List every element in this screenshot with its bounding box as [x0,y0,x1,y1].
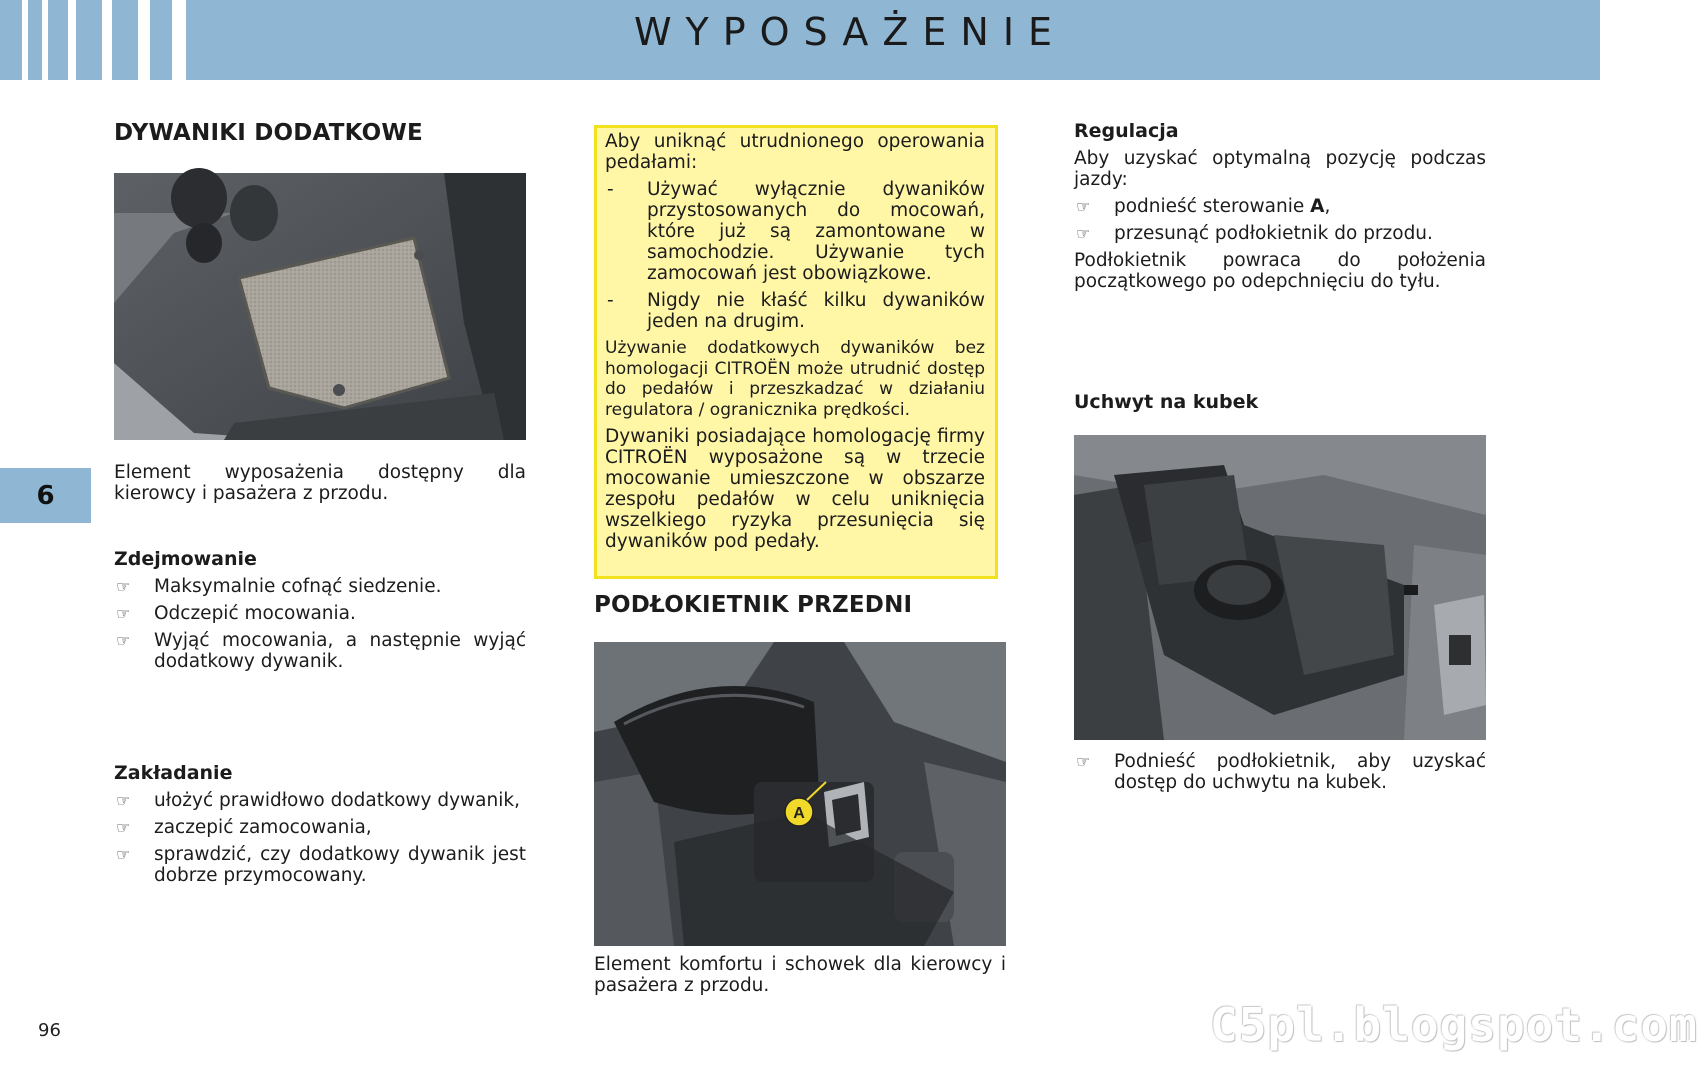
armrest-title: PODŁOKIETNIK PRZEDNI [594,592,913,618]
fitting-list [114,790,526,886]
armrest-photo [594,642,1006,946]
pointing-hand-icon: ☞ [116,818,131,837]
list-item: ☞ podnieść sterowanie A, [1076,196,1331,217]
warning-closing: Dywaniki posiadające homologację firmy CITROËN wyposażone są w trzecie mocowanie umieszczone w obszarze zespołu pedałów w celu uniknięcia wszelkiego ryzyka przesunięcia się dywaników pod pedały. [605,426,985,552]
warning-intro: Aby uniknąć utrudnionego operowania pedałami: [605,131,985,173]
fitting-section [114,762,526,892]
cupholder-title: Uchwyt na kubek [1074,391,1259,413]
removal-list [114,576,526,672]
pointing-hand-icon: ☞ [116,604,131,623]
list-item: ☞ Wyjąć mocowania, a następnie wyjąć dodatkowy dywanik. [116,630,526,672]
pointing-hand-icon: ☞ [116,791,131,810]
pointing-hand-icon: ☞ [116,631,131,650]
pointing-hand-icon: ☞ [116,577,131,596]
page-number: 96 [38,1020,61,1041]
regulation-list [1074,196,1486,244]
floor-mats-title: DYWANIKI DODATKOWE [114,120,423,146]
list-item: ☞ zaczepić zamocowania, [116,817,372,838]
list-item: - Używać wyłącznie dywaników przystosowanych do mocowań, które już są zamontowane w samochodzie. Używanie tych zamocowań jest obowiązkowe. [607,179,985,284]
regulation-section [1074,120,1486,292]
armrest-caption-block [594,954,1006,996]
floor-mat-photo [114,173,526,440]
floor-mats-intro: Element wyposażenia dostępny dla kierowcy i pasażera z przodu. [114,462,526,504]
watermark: C5pl.blogspot.com [1210,998,1698,1052]
warning-note: Używanie dodatkowych dywaników bez homologacji CITROËN może utrudnić dostęp do pedałów i przeszkadzać w działaniu regulatora / ogranicznika prędkości. [605,338,985,420]
regulation-outro: Podłokietnik powraca do położenia początkowego po odepchnięciu do tyłu. [1074,250,1486,292]
page-title: WYPOSAŻENIE [633,10,1067,54]
armrest-callout-label: A [793,805,805,822]
warning-box [594,125,998,579]
chapter-tab: 6 [0,468,91,523]
list-item: ☞ przesunąć podłokietnik do przodu. [1076,223,1433,244]
cupholder-section [1074,745,1486,799]
pointing-hand-icon: ☞ [1076,224,1091,243]
left-column [114,120,526,146]
cupholder-photo [1074,435,1486,740]
removal-title: Zdejmowanie [114,548,257,570]
pointing-hand-icon: ☞ [1076,752,1091,771]
left-intro-block [114,462,526,504]
list-item: ☞ ułożyć prawidłowo dodatkowy dywanik, [116,790,520,811]
list-item: ☞ Podnieść podłokietnik, aby uzyskać dostęp do uchwytu na kubek. [1076,751,1486,793]
list-item: ☞ sprawdzić, czy dodatkowy dywanik jest dobrze przymocowany. [116,844,526,886]
armrest-caption: Element komfortu i schowek dla kierowcy i pasażera z przodu. [594,954,1006,996]
list-item: ☞ Maksymalnie cofnąć siedzenie. [116,576,442,597]
removal-section [114,548,526,678]
cupholder-list [1074,751,1486,793]
regulation-title: Regulacja [1074,120,1179,142]
cupholder-title-block [1074,391,1486,413]
regulation-intro: Aby uzyskać optymalną pozycję podczas jazdy: [1074,148,1486,190]
warning-list [605,179,985,332]
armrest-title-block [594,592,1006,618]
fitting-title: Zakładanie [114,762,233,784]
pointing-hand-icon: ☞ [1076,197,1091,216]
page-header [0,0,1600,80]
list-item: ☞ Odczepić mocowania. [116,603,356,624]
list-item: - Nigdy nie kłaść kilku dywaników jeden na drugim. [607,290,985,332]
pointing-hand-icon: ☞ [116,845,131,864]
